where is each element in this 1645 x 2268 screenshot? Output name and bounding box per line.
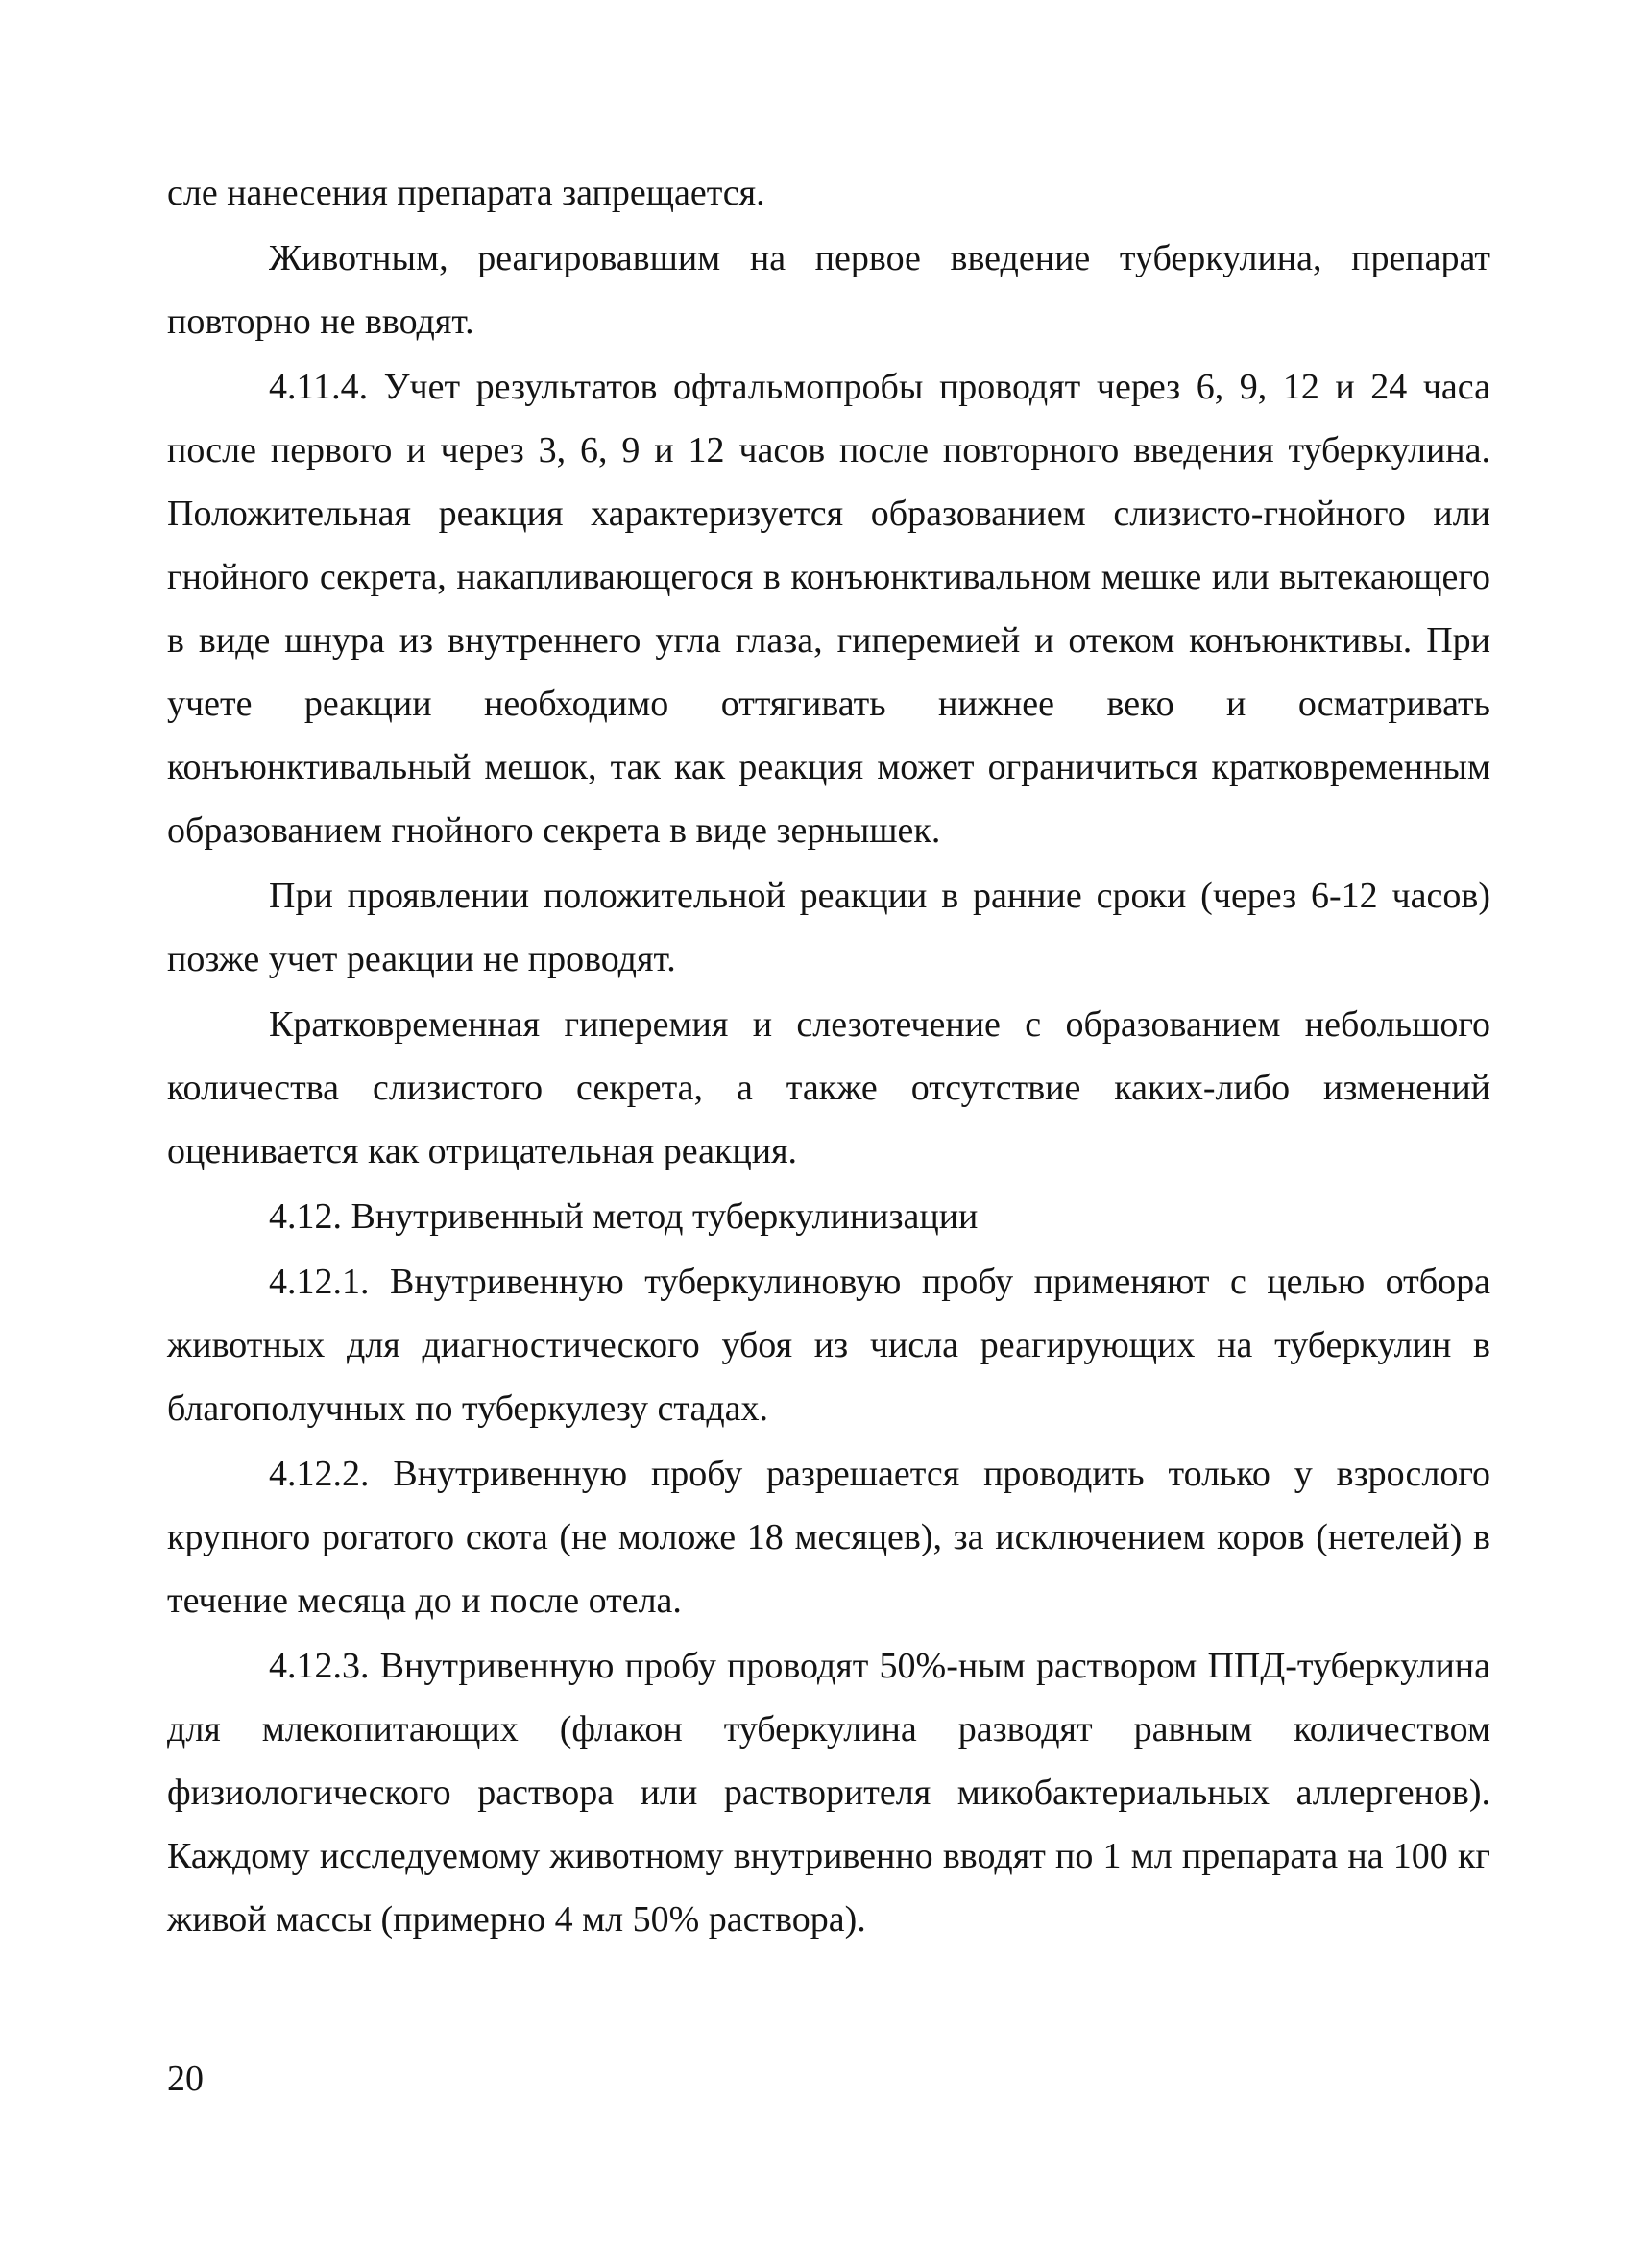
paragraph-4-12-2: 4.12.2. Внутривенную пробу разрешается проводить только у взрослого крупного рогатого скота (не моложе 18 месяцев), за исключением коров (нетелей) в течение месяца до и после отела. [167,1454,1490,1621]
paragraph-no-repeat: Животным, реагировавшим на первое введение туберкулина, препарат повторно не вводят. [167,238,1490,342]
page-number: 20 [167,2059,204,2099]
paragraph-4-12-1: 4.12.1. Внутривенную туберкулиновую пробу применяют с целью отбора животных для диагностического убоя из числа реагирующих на туберкулин в благополучных по туберкулезу стадах. [167,1262,1490,1429]
section-heading-4-12: 4.12. Внутривенный метод туберкулинизации [269,1196,979,1237]
paragraph-continuation: сле нанесения препарата запрещается. [167,173,765,213]
paragraph-4-12-3: 4.12.3. Внутривенную пробу проводят 50%-ным раствором ППД-туберкулина для млекопитающих (флакон туберкулина разводят равным количеством физиологического раствора или растворителя микобактериальных аллергенов). Каждому исследуемому животному внутривенно вводят по 1 мл препарата на 100 кг живой массы (примерно 4 мл 50% раствора). [167,1646,1490,1940]
paragraph-4-11-4: 4.11.4. Учет результатов офтальмопробы проводят через 6, 9, 12 и 24 часа после первого и через 3, 6, 9 и 12 часов после повторного введения туберкулина. Положительная реакция характеризуется образованием слизисто-гнойного или гнойного секрета, накапливающегося в конъюнктивальном мешке или вытекающего в виде шнура из внутреннего угла глаза, гиперемией и отеком конъюнктивы. При учете реакции необходимо оттягивать нижнее веко и осматривать конъюнктивальный мешок, так как реакция может ограничиться кратковременным образованием гнойного секрета в виде зернышек. [167,367,1490,851]
paragraph-negative-reaction: Кратковременная гиперемия и слезотечение с образованием небольшого количества слизистого секрета, а также отсутствие каких-либо изменений оценивается как отрицательная реакция. [167,1004,1490,1171]
page-body [167,161,1490,1953]
paragraph-early-reaction: При проявлении положительной реакции в ранние сроки (через 6-12 часов) позже учет реакции не проводят. [167,876,1490,979]
